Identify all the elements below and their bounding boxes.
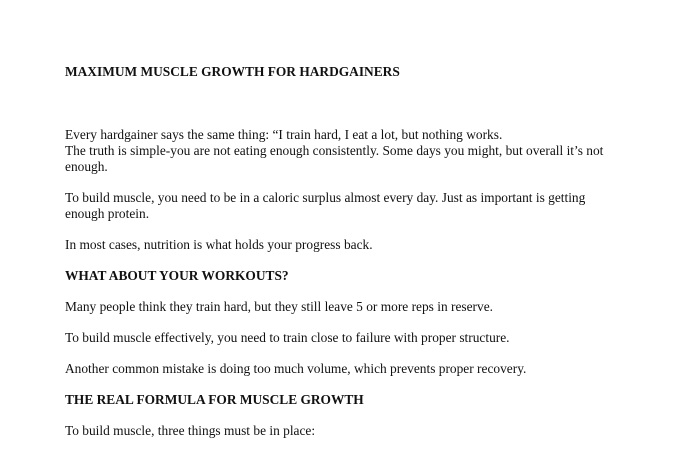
intro-line-1: Every hardgainer says the same thing: “I train hard, I eat a lot, but nothing works.	[65, 127, 503, 142]
spacer	[65, 175, 625, 190]
document-body	[65, 64, 625, 439]
heading-workouts: WHAT ABOUT YOUR WORKOUTS?	[65, 268, 289, 283]
spacer	[65, 346, 625, 361]
paragraph-reps-in-reserve: Many people think they train hard, but they still leave 5 or more reps in reserve.	[65, 299, 494, 314]
document-title: MAXIMUM MUSCLE GROWTH FOR HARDGAINERS	[65, 64, 400, 79]
spacer	[65, 284, 625, 299]
paragraph-volume: Another common mistake is doing too much volume, which prevents proper recovery.	[65, 361, 527, 376]
spacer	[65, 222, 625, 237]
paragraph-train-to-failure: To build muscle effectively, you need to train close to failure with proper structure.	[65, 330, 510, 345]
spacer	[65, 315, 625, 330]
paragraph-three-things: To build muscle, three things must be in place:	[65, 423, 316, 438]
heading-real-formula: THE REAL FORMULA FOR MUSCLE GROWTH	[65, 392, 364, 407]
intro-line-2: The truth is simple-you are not eating enough consistently. Some days you might, but overall it’s not enough.	[65, 143, 604, 174]
paragraph-nutrition: In most cases, nutrition is what holds your progress back.	[65, 237, 373, 252]
spacer	[65, 253, 625, 268]
spacer	[65, 408, 625, 423]
spacer	[65, 80, 625, 127]
paragraph-caloric-surplus: To build muscle, you need to be in a caloric surplus almost every day. Just as important is getting enough protein.	[65, 190, 586, 221]
spacer	[65, 377, 625, 392]
